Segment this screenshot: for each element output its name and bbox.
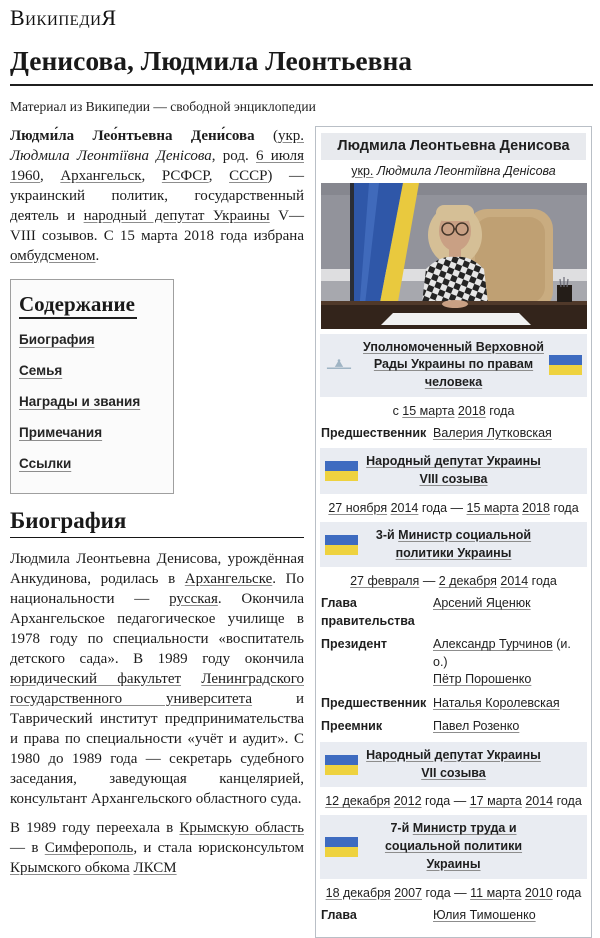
text-link[interactable]: 2010 bbox=[524, 885, 553, 900]
row-label: Глава bbox=[321, 907, 357, 922]
text-run: Людмила Леонтіївна Денісова bbox=[10, 147, 212, 164]
text-run: , bbox=[208, 167, 230, 184]
office-title bbox=[363, 340, 544, 390]
text-link[interactable]: омбудсменом bbox=[10, 247, 96, 264]
toc-link-awards[interactable]: Награды и звания bbox=[19, 393, 141, 409]
row-value bbox=[433, 718, 586, 736]
row-value bbox=[433, 695, 586, 713]
office-term bbox=[320, 790, 587, 812]
toc-link-links[interactable]: Ссылки bbox=[19, 455, 72, 471]
text-run: года bbox=[528, 574, 557, 589]
text-link[interactable]: Крымскую область bbox=[179, 819, 304, 836]
text-link[interactable]: укр. bbox=[277, 127, 304, 144]
text-link[interactable]: Уполномоченный Верховной Рады Украины по правам человека bbox=[363, 339, 544, 390]
text-link[interactable]: 2018 bbox=[457, 403, 486, 418]
text-run: . bbox=[95, 247, 100, 264]
office-title bbox=[376, 528, 531, 560]
text-link[interactable]: Симферополь bbox=[44, 839, 134, 856]
portrait-photo bbox=[321, 183, 587, 329]
text-link[interactable]: Валерия Лутковская bbox=[433, 425, 552, 440]
text-link[interactable]: Архангельске bbox=[184, 570, 273, 587]
text-run bbox=[181, 671, 201, 687]
row-label: Предшественник bbox=[321, 695, 427, 710]
ukraine-flag-icon bbox=[325, 837, 358, 857]
office-title bbox=[385, 821, 522, 871]
text-link[interactable]: Народный депутат Украины VII созыва bbox=[366, 747, 541, 780]
biography-paragraph-2 bbox=[10, 818, 304, 878]
ukraine-flag-icon bbox=[325, 535, 358, 555]
text-run: , bbox=[141, 167, 162, 184]
infobox-row-head bbox=[320, 904, 587, 928]
text-run: Людмила Леонтьевна Денисова, урождённая Анкудинова, родилась в bbox=[10, 550, 304, 587]
text-run: года bbox=[553, 794, 582, 809]
toc-title: Содержание bbox=[19, 288, 137, 319]
text-link[interactable]: юридический факультет bbox=[10, 670, 182, 687]
text-link[interactable]: Павел Розенко bbox=[433, 719, 520, 734]
biography-paragraph-1 bbox=[10, 549, 304, 809]
text-link[interactable]: 27 ноября bbox=[328, 500, 388, 515]
office-term bbox=[320, 570, 587, 592]
text-link[interactable]: 6 июля bbox=[256, 147, 304, 164]
text-link[interactable]: Александр Турчинов bbox=[433, 637, 553, 652]
text-run: — bbox=[419, 574, 439, 589]
text-link[interactable]: 18 декабря bbox=[325, 885, 391, 900]
toc-link-notes[interactable]: Примечания bbox=[19, 424, 103, 440]
text-link[interactable]: Архангельск bbox=[60, 167, 142, 184]
infobox-office-header-social-minister bbox=[320, 522, 587, 568]
text-run: года bbox=[552, 885, 582, 900]
ukraine-flag-icon bbox=[549, 355, 582, 375]
text-run: . По национальности — bbox=[10, 570, 305, 607]
row-value bbox=[433, 907, 586, 925]
text-run: ( bbox=[254, 127, 278, 144]
infobox-row-predecessor-1 bbox=[320, 422, 587, 446]
text-link[interactable]: 2012 bbox=[393, 794, 422, 809]
office-term bbox=[320, 882, 587, 904]
article-body bbox=[10, 126, 304, 887]
infobox-row-head-gov bbox=[320, 592, 587, 633]
table-of-contents bbox=[10, 279, 174, 494]
text-link[interactable]: укр. bbox=[351, 163, 374, 178]
text-link[interactable]: Арсений Яценюк bbox=[433, 596, 531, 611]
text-link[interactable]: ЛКСМ bbox=[133, 859, 177, 876]
toc-link-biography[interactable]: Биография bbox=[19, 331, 95, 347]
text-link[interactable]: 2014 bbox=[500, 574, 529, 589]
text-link[interactable]: 2007 bbox=[394, 885, 422, 900]
text-run: с bbox=[392, 403, 403, 418]
text-run: 3-й bbox=[375, 527, 399, 542]
text-link[interactable]: 15 марта bbox=[402, 403, 455, 418]
office-term bbox=[320, 497, 587, 519]
text-run: года — bbox=[418, 500, 467, 515]
text-run: (и. о.) bbox=[433, 637, 571, 669]
text-run: . Окончила Архангельское педагогическое училище в 1978 году по специальности «воспитатель детского сада». В 1989 году окончила bbox=[10, 590, 304, 667]
infobox-office-header-labor-minister bbox=[320, 815, 587, 878]
text-link[interactable]: 15 марта bbox=[466, 500, 519, 515]
text-link[interactable]: Юлия Тимошенко bbox=[433, 907, 536, 922]
infobox-office-header-deputy-vii bbox=[320, 742, 587, 788]
section-heading-biography: Биография bbox=[10, 511, 304, 538]
infobox-row-predecessor-3 bbox=[320, 692, 587, 716]
portrait-photo-illustration bbox=[321, 183, 587, 329]
text-run: года — bbox=[422, 885, 471, 900]
text-run: ) — украинский политик, государственный деятель и bbox=[10, 167, 304, 224]
text-run: , bbox=[40, 167, 61, 184]
office-title bbox=[366, 454, 541, 486]
infobox-row-successor bbox=[320, 715, 587, 739]
text-run: , и стала юрисконсультом bbox=[133, 839, 305, 856]
text-link[interactable]: 11 марта bbox=[470, 885, 522, 900]
ukraine-flag-icon bbox=[325, 461, 358, 481]
text-run: года — bbox=[421, 794, 470, 809]
text-run: В 1989 году переехала в bbox=[10, 819, 180, 836]
text-link[interactable]: 2 декабря bbox=[438, 574, 497, 589]
text-run: года bbox=[485, 403, 515, 418]
text-link[interactable]: Пётр Порошенко bbox=[433, 672, 532, 687]
infobox bbox=[315, 126, 592, 938]
infobox-office-header-deputy-viii bbox=[320, 448, 587, 494]
infobox-office-header-ombudsman bbox=[320, 334, 587, 397]
text-link[interactable]: 27 февраля bbox=[350, 574, 420, 589]
infobox-title: Людмила Леонтьевна Денисова bbox=[321, 133, 586, 160]
text-run: V—VIII созывов. С 15 марта 2018 года избрана bbox=[10, 207, 304, 244]
text-run: Людмила Леонтіївна Денісова bbox=[376, 163, 556, 178]
text-run: и Таврический институт предпринимательства и права по специальности «учёт и аудит». С 1980 до 1989 года — секретарь судебного заседания, заведующая канцелярией, консультант Архангельского областного суда. bbox=[10, 690, 304, 807]
row-label: Предшественник bbox=[321, 425, 427, 440]
text-link[interactable]: Крымского обкома bbox=[10, 859, 130, 876]
text-link[interactable]: 12 декабря bbox=[325, 794, 391, 809]
row-value bbox=[433, 425, 586, 443]
text-link[interactable]: Министр социальной политики Украины bbox=[395, 527, 532, 560]
text-run: — в bbox=[10, 839, 45, 856]
text-link[interactable]: 2014 bbox=[525, 794, 554, 809]
text-link[interactable]: 17 марта bbox=[469, 794, 522, 809]
text-link[interactable]: 2018 bbox=[522, 500, 550, 515]
intro-paragraph bbox=[10, 126, 304, 266]
text-link[interactable]: 1960 bbox=[10, 167, 40, 184]
page-title: Денисова, Людмила Леонтьевна bbox=[10, 45, 593, 86]
text-link[interactable]: 2014 bbox=[390, 500, 419, 515]
content-columns bbox=[10, 126, 593, 938]
row-label: Президент bbox=[321, 637, 388, 652]
office-term bbox=[320, 400, 587, 422]
ombudsman-emblem-icon bbox=[326, 359, 352, 372]
text-link[interactable]: Наталья Королевская bbox=[433, 695, 560, 710]
text-link[interactable]: Народный депутат Украины VIII созыва bbox=[366, 454, 541, 487]
text-link[interactable]: народный депутат Украины bbox=[83, 207, 270, 224]
row-value bbox=[433, 595, 586, 630]
text-link[interactable]: СССР bbox=[229, 167, 268, 184]
row-label: Преемник bbox=[321, 719, 383, 734]
office-title bbox=[366, 748, 541, 780]
wikipedia-wordmark[interactable]: ВикипедиЯ bbox=[10, 5, 117, 30]
toc-link-family[interactable]: Семья bbox=[19, 362, 63, 378]
text-link[interactable]: РСФСР bbox=[161, 167, 209, 184]
text-run: , род. bbox=[211, 147, 256, 164]
site-tagline: Материал из Википедии — свободной энциклопедии bbox=[10, 98, 316, 114]
text-link[interactable]: русская bbox=[169, 590, 218, 607]
ukraine-flag-icon bbox=[325, 755, 358, 775]
text-run: Людми́ла Лео́нтьевна Дени́сова bbox=[10, 127, 255, 144]
text-run: 7-й bbox=[390, 821, 413, 836]
infobox-row-president bbox=[320, 633, 587, 692]
row-label: Глава правительства bbox=[321, 596, 415, 628]
row-value bbox=[433, 636, 586, 689]
infobox-subtitle bbox=[320, 164, 587, 178]
text-link[interactable]: Министр труда и социальной политики Украины bbox=[384, 821, 523, 871]
text-link[interactable]: Ленинградского государственного университета bbox=[10, 670, 304, 707]
text-run: года bbox=[549, 500, 579, 515]
